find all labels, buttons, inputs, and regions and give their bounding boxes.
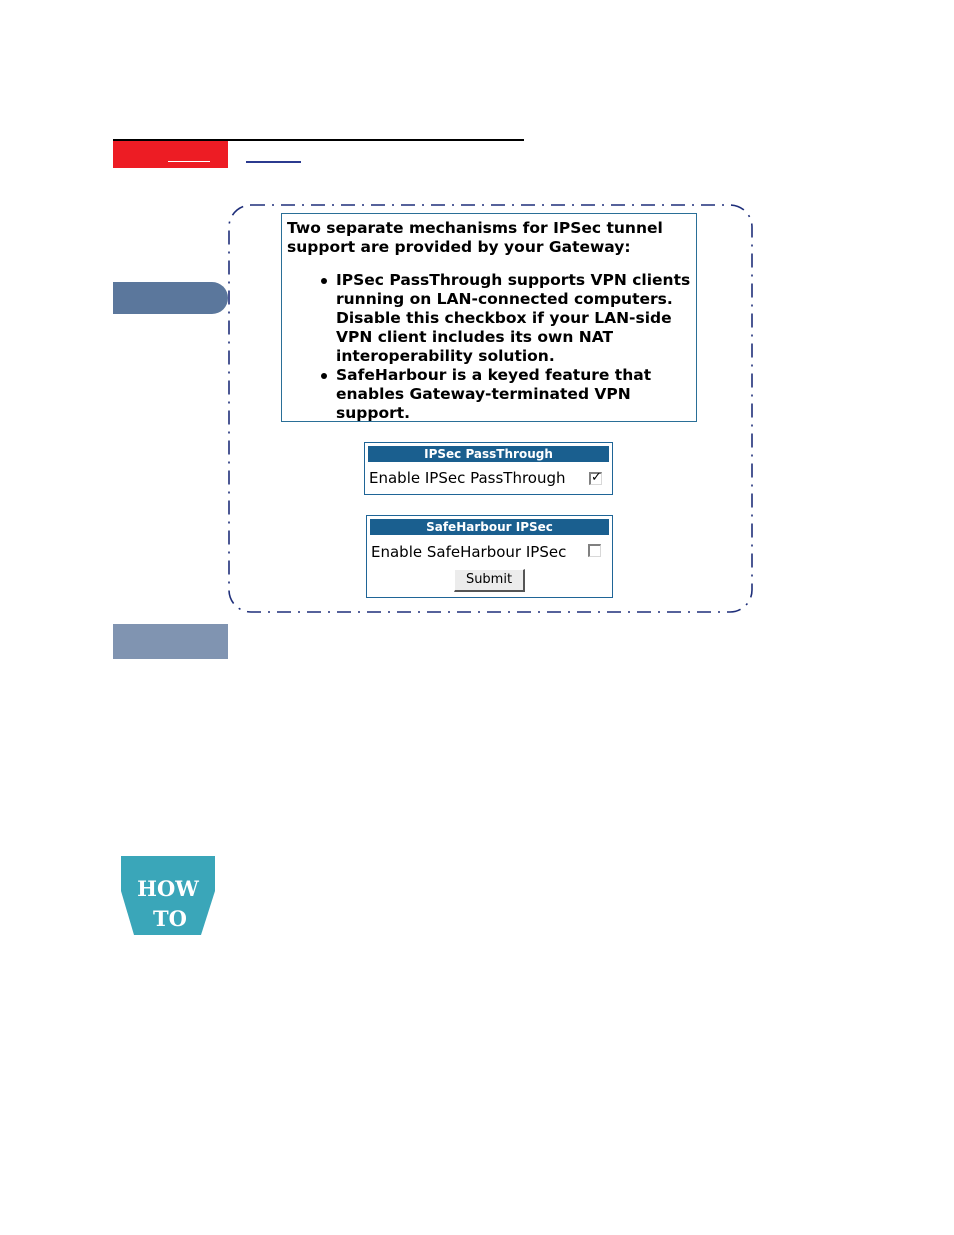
section-tab-lower [113,624,228,659]
panel-title: IPSec PassThrough [368,446,609,462]
info-intro: Two separate mechanisms for IPSec tunnel support are provided by your Gateway: [287,219,663,256]
enable-safeharbour-label: Enable SafeHarbour IPSec [371,543,567,561]
checkmark-icon: ✓ [591,470,602,485]
how-to-badge [120,855,216,936]
info-bullet-list [287,271,691,423]
enable-safeharbour-checkbox[interactable] [588,544,601,557]
how-to-line1: HOW [137,876,199,901]
section-tab [113,282,228,314]
enable-passthrough-checkbox[interactable] [589,472,602,485]
how-to-line2: TO [153,906,187,931]
submit-button[interactable]: Submit [454,569,525,592]
header-link-underline [168,161,210,162]
panel-title: SafeHarbour IPSec [370,519,609,535]
ipsec-passthrough-panel [364,442,613,495]
enable-passthrough-label: Enable IPSec PassThrough [369,469,566,487]
ipsec-info-box [281,213,697,422]
safeharbour-ipsec-panel [366,515,613,598]
header-link-underline-blue [246,161,301,163]
info-bullet: SafeHarbour is a keyed feature that enables Gateway-terminated VPN support. [336,366,691,423]
info-bullet: IPSec PassThrough supports VPN clients running on LAN-connected computers. Disable this checkbox if your LAN-side VPN client includes its own NAT interoperability solution. [336,271,691,365]
chapter-header-block [113,141,228,168]
